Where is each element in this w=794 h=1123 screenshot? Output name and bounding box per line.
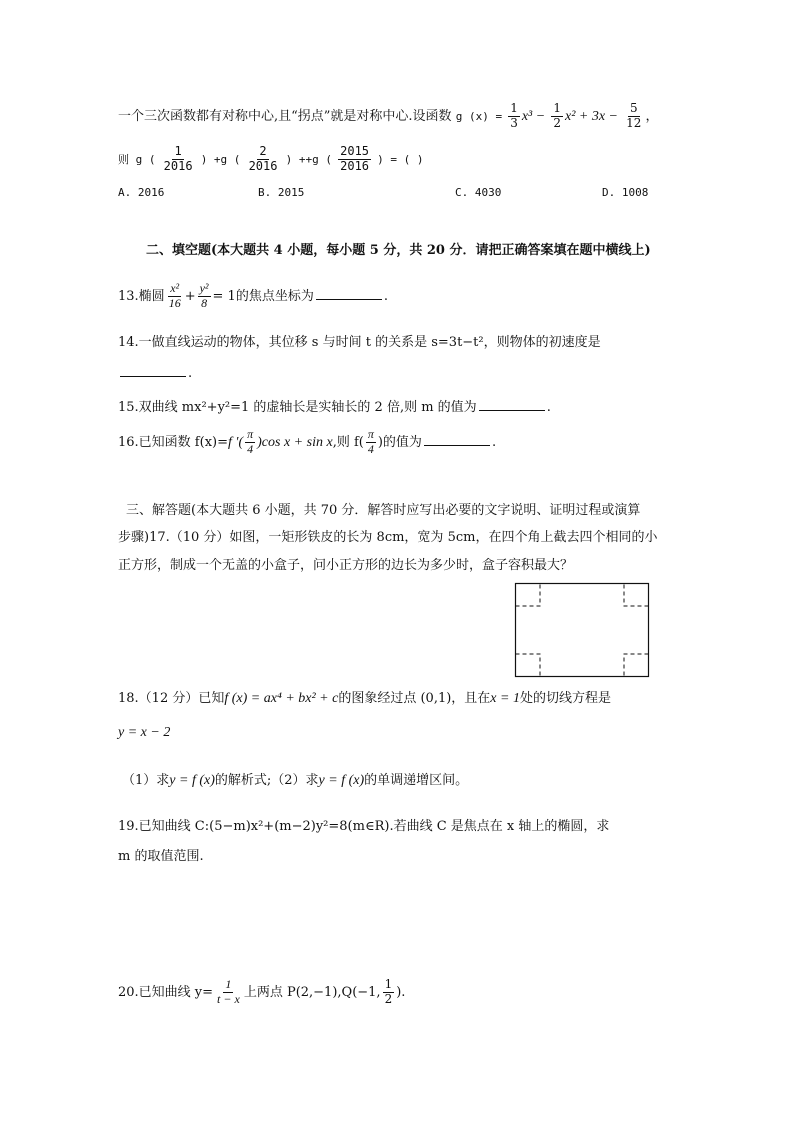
q18-tangent: y = x − 2 [118,725,171,740]
choice-a: A. 2016 [118,186,165,199]
q15-text: 15.双曲线 mx²+y²=1 的虚轴长是实轴长的 2 倍,则 m 的值为 [118,400,477,415]
corner-square-tr [624,584,649,607]
q12-line2-end: ) = ( ) [377,152,424,166]
q14-text: 14.一做直线运动的物体，其位移 s 与时间 t 的关系是 s=3t−t²，则物体的初速度是 [118,335,601,350]
q16-start: 16.已知函数 f(x)= [118,434,228,450]
q13-answer-blank[interactable] [316,285,382,300]
q18-fx: f (x) = ax⁴ + bx² + c [224,691,339,706]
choice-b: B. 2015 [258,186,305,199]
q20-frac: $\frac{1}{t - x}$ [217,977,240,1006]
corner-square-br [624,654,649,677]
section3-heading: 三、解答题(本大题共 6 小题，共 70 分．解答时应写出必要的文字说明、证明过程或演算 [126,503,641,518]
q12-x2: x² + 3x − [564,108,619,124]
q14-line2: . [118,362,192,385]
q12-mid2: ) ++g ( [285,152,332,166]
q19-line1: 19.已知曲线 C:(5−m)x²+(m−2)y²=8(m∈R).若曲线 C 是焦点在 x 轴上的椭圆，求 [118,819,610,834]
section2-heading: 二、填空题(本大题共 4 小题，每小题 5 分，共 20 分．请把正确答案填在题中横线上) [146,243,651,258]
q14 [118,332,601,354]
q18-line3: （1）求y = f (x)的解析式;（2）求y = f (x)的单调递增区间。 [122,773,469,788]
q20: 20.已知曲线 y= $\frac{1}{t - x}$ 上两点 P(2,−1),Q(−1, $\frac{1}{2}$ ). [118,977,406,1006]
q16-answer-blank[interactable] [424,431,490,446]
q12-arg-1: $\frac{1}{2016}$ [163,144,193,173]
q16-mid: )cos x + sin x [257,434,333,450]
q17-rectangle-figure [514,582,650,678]
q16-rest: ,则 f( [332,434,364,450]
q12-arg-2: $\frac{2}{2016}$ [248,144,278,173]
q16-pi-4: $\frac{\pi}{4}$ [247,427,254,456]
choice-d: D. 1008 [602,186,649,199]
q13: 13.椭圆 $\frac{\text{x²}}{16}$ + $\frac{\text{y²}}{8}$ = 1的焦点坐标为 . [118,281,388,310]
q18-xeq: x = 1 [490,691,520,706]
q12-frac-5-12: $\frac{5}{12}$ [626,101,642,130]
q12-choices [118,186,678,206]
q12-text: 一个三次函数都有对称中心,且“拐点”就是对称中心.设函数 [118,108,452,124]
q14-answer-blank[interactable] [120,362,186,377]
q15: 15.双曲线 mx²+y²=1 的虚轴长是实轴长的 2 倍,则 m 的值为 . [118,396,551,419]
q17-line1: 步骤)17.（10 分）如图，一矩形铁皮的长为 8cm，宽为 5cm，在四个角上截去四个相同的小 [118,530,658,545]
q16-fprime: f ′( [228,434,244,450]
corner-square-bl [516,654,541,677]
q12-line2 [118,145,424,174]
q15-answer-blank[interactable] [479,396,545,411]
corner-square-tl [516,584,541,607]
q12-line1 [118,102,658,131]
q12-g-of-x: g (x) = [455,109,503,123]
q13-frac-y: $\frac{\text{y²}}{8}$ [199,281,209,310]
q12-arg-3: $\frac{2015}{2016}$ [340,144,370,173]
sheet-outline [516,584,649,677]
q13-rest: 的焦点坐标为 [235,288,314,304]
q12-x3: x³ − [521,108,546,124]
choice-c: C. 4030 [455,186,502,199]
q13-eq: = 1 [212,288,236,304]
q12-end: ， [645,108,659,124]
q19-line2: m 的取值范围. [118,849,204,864]
q18-line2 [118,722,170,744]
q12-frac-1-2: $\frac{1}{2}$ [553,101,561,130]
q16-rest2: )的值为 [377,434,422,450]
q18-line1: 18.（12 分）已知f (x) = ax⁴ + bx² + c的图象经过点 (0,1)，且在x = 1处的切线方程是 [118,691,611,706]
q20-half: $\frac{1}{2}$ [384,977,393,1006]
q17-line2: 正方形，制成一个无盖的小盒子，问小正方形的边长为多少时，盒子容积最大？ [118,558,574,573]
q12-line2-start: 则 g ( [118,152,156,166]
q13-start: 13.椭圆 [118,288,165,304]
q13-frac-x: $\frac{\text{x²}}{16}$ [168,281,181,310]
q16-pi-4b: $\frac{\pi}{4}$ [367,427,374,456]
q16: 16.已知函数 f(x)=f ′( $\frac{\pi}{4}$ )cos x + sin x,则 f( $\frac{\pi}{4}$ )的值为 . [118,427,497,456]
q12-mid1: ) +g ( [200,152,241,166]
q13-plus: + [184,288,196,304]
q12-frac-1-3: $\frac{1}{3}$ [510,101,518,130]
